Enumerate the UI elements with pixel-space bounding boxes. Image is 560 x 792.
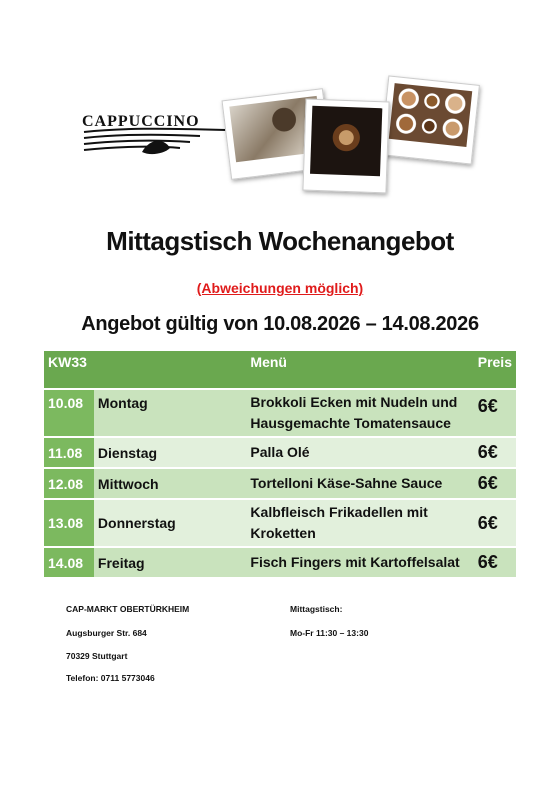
row-date: 10.08 [44, 389, 94, 437]
row-dish-line2: Hausgemachte Tomatensauce [250, 415, 451, 431]
table-header-row [44, 351, 516, 389]
row-price: 6€ [474, 437, 516, 468]
hours-label: Mittagstisch: [290, 604, 343, 614]
logo-text: CAPPUCCINO [82, 113, 200, 130]
row-dish-line1: Brokkoli Ecken mit Nudeln und [250, 394, 458, 410]
shop-name: CAP-MARKT OBERTÜRKHEIM [66, 604, 190, 614]
coffee-cups-photo [380, 75, 480, 164]
table-row [44, 547, 516, 578]
weekly-menu-table [44, 351, 516, 579]
row-dish: Fisch Fingers mit Kartoffelsalat [246, 547, 473, 578]
menu-header: Menü [246, 351, 473, 389]
table-row [44, 468, 516, 499]
row-date: 11.08 [44, 437, 94, 468]
row-date: 12.08 [44, 468, 94, 499]
row-date: 14.08 [44, 547, 94, 578]
row-day: Donnerstag [94, 499, 247, 547]
row-dish: Tortelloni Käse-Sahne Sauce [246, 468, 473, 499]
row-price: 6€ [474, 389, 516, 437]
page-title: Mittagstisch Wochenangebot [106, 226, 454, 256]
row-price: 6€ [474, 547, 516, 578]
shop-phone: Telefon: 0711 5773046 [66, 673, 155, 683]
shop-street: Augsburger Str. 684 [66, 628, 147, 638]
week-header: KW33 [44, 351, 94, 389]
price-header: Preis [474, 351, 516, 389]
row-dish: Palla Olé [246, 437, 473, 468]
table-row [44, 437, 516, 468]
table-row [44, 499, 516, 547]
day-header [94, 351, 247, 389]
validity-period: Angebot gültig von 10.08.2026 – 14.08.2026 [81, 313, 479, 335]
latte-art-photo [302, 99, 389, 194]
row-day: Dienstag [94, 437, 247, 468]
row-day: Montag [94, 389, 247, 437]
shop-city: 70329 Stuttgart [66, 651, 128, 661]
cappuccino-logo [80, 108, 230, 158]
row-date: 13.08 [44, 499, 94, 547]
row-price: 6€ [474, 499, 516, 547]
row-price: 6€ [474, 468, 516, 499]
row-day: Freitag [94, 547, 247, 578]
hours-value: Mo-Fr 11:30 – 13:30 [290, 628, 369, 638]
table-row [44, 389, 516, 437]
row-dish: Kalbfleisch Frikadellen mit Kroketten [246, 499, 473, 547]
row-day: Mittwoch [94, 468, 247, 499]
row-dish [246, 389, 473, 437]
deviation-note: (Abweichungen möglich) [196, 280, 364, 296]
